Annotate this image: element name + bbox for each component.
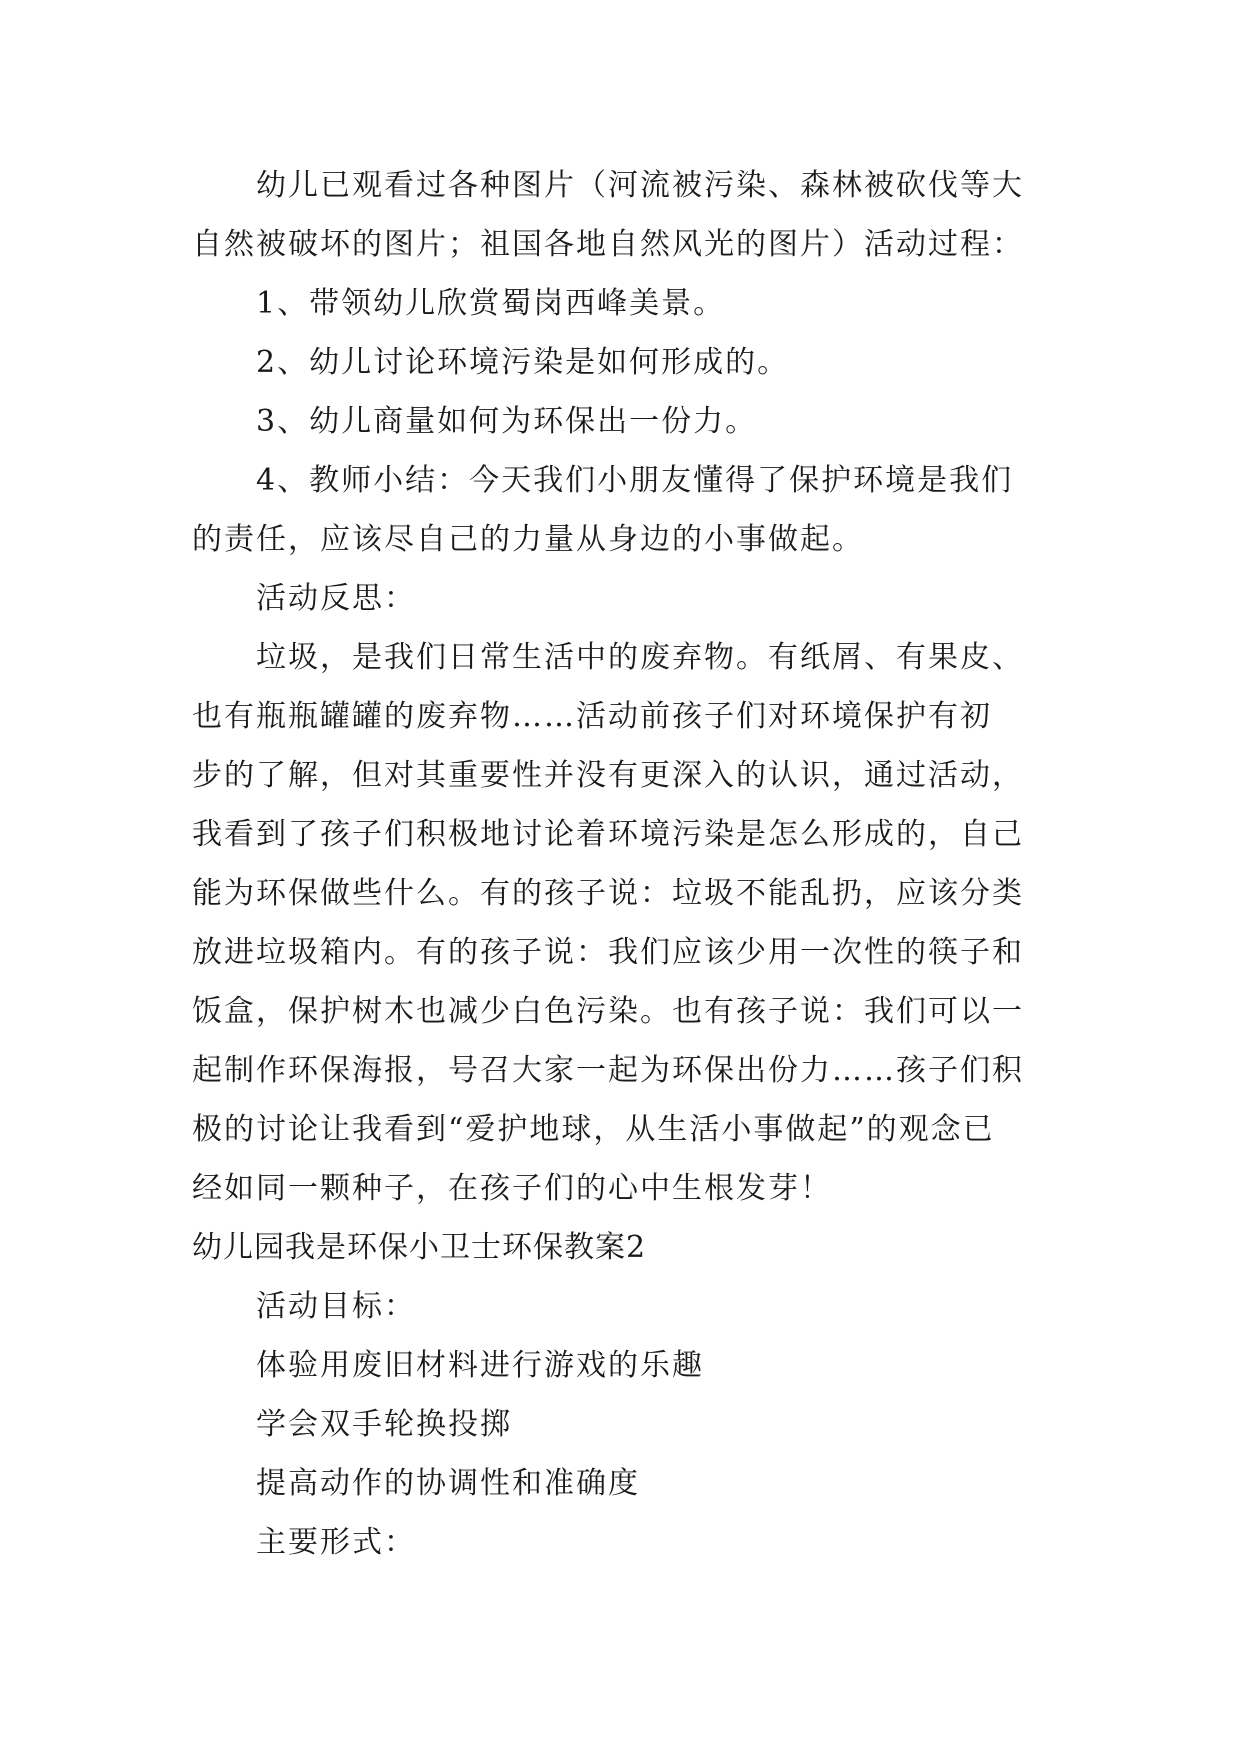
- text-line: 3、幼儿商量如何为环保出一份力。: [256, 404, 758, 439]
- section-activity-process: [192, 156, 1060, 1218]
- text-line: 也有瓶瓶罐罐的废弃物……活动前孩子们对环境保护有初: [192, 699, 992, 734]
- text-line: 主要形式：: [256, 1525, 416, 1560]
- section-heading: 幼儿园我是环保小卫士环保教案2: [192, 1230, 647, 1265]
- text-line: 提高动作的协调性和准确度: [256, 1466, 640, 1501]
- text-line: 步的了解，但对其重要性并没有更深入的认识，通过活动，: [192, 758, 1024, 793]
- section-activity-goals: [192, 1277, 1060, 1572]
- text-line: 2、幼儿讨论环境污染是如何形成的。: [256, 345, 790, 380]
- text-line: 我看到了孩子们积极地讨论着环境污染是怎么形成的，自己: [192, 817, 1024, 852]
- text-line: 能为环保做些什么。有的孩子说：垃圾不能乱扔，应该分类: [192, 876, 1024, 911]
- text-line: 放进垃圾箱内。有的孩子说：我们应该少用一次性的筷子和: [192, 935, 1024, 970]
- text-line: 饭盒，保护树木也减少白色污染。也有孩子说：我们可以一: [192, 994, 1024, 1029]
- text-line: 活动目标：: [256, 1289, 416, 1324]
- text-line: 极的讨论让我看到“爱护地球，从生活小事做起”的观念已: [192, 1112, 995, 1147]
- text-line: 4、教师小结：今天我们小朋友懂得了保护环境是我们: [256, 463, 1014, 498]
- text-line: 起制作环保海报，号召大家一起为环保出份力……孩子们积: [192, 1053, 1024, 1088]
- text-line: 体验用废旧材料进行游戏的乐趣: [256, 1348, 704, 1383]
- text-line: 学会双手轮换投掷: [256, 1407, 512, 1442]
- text-line: 活动反思：: [256, 581, 416, 616]
- text-line: 1、带领幼儿欣赏蜀岗西峰美景。: [256, 286, 726, 321]
- text-line: 自然被破坏的图片；祖国各地自然风光的图片）活动过程：: [192, 227, 1024, 262]
- document-page: [192, 156, 1060, 1572]
- text-line: 垃圾，是我们日常生活中的废弃物。有纸屑、有果皮、: [256, 640, 1024, 675]
- text-line: 幼儿已观看过各种图片（河流被污染、森林被砍伐等大: [256, 168, 1024, 203]
- text-line: 的责任，应该尽自己的力量从身边的小事做起。: [192, 522, 864, 557]
- text-line: 经如同一颗种子，在孩子们的心中生根发芽！: [192, 1171, 832, 1206]
